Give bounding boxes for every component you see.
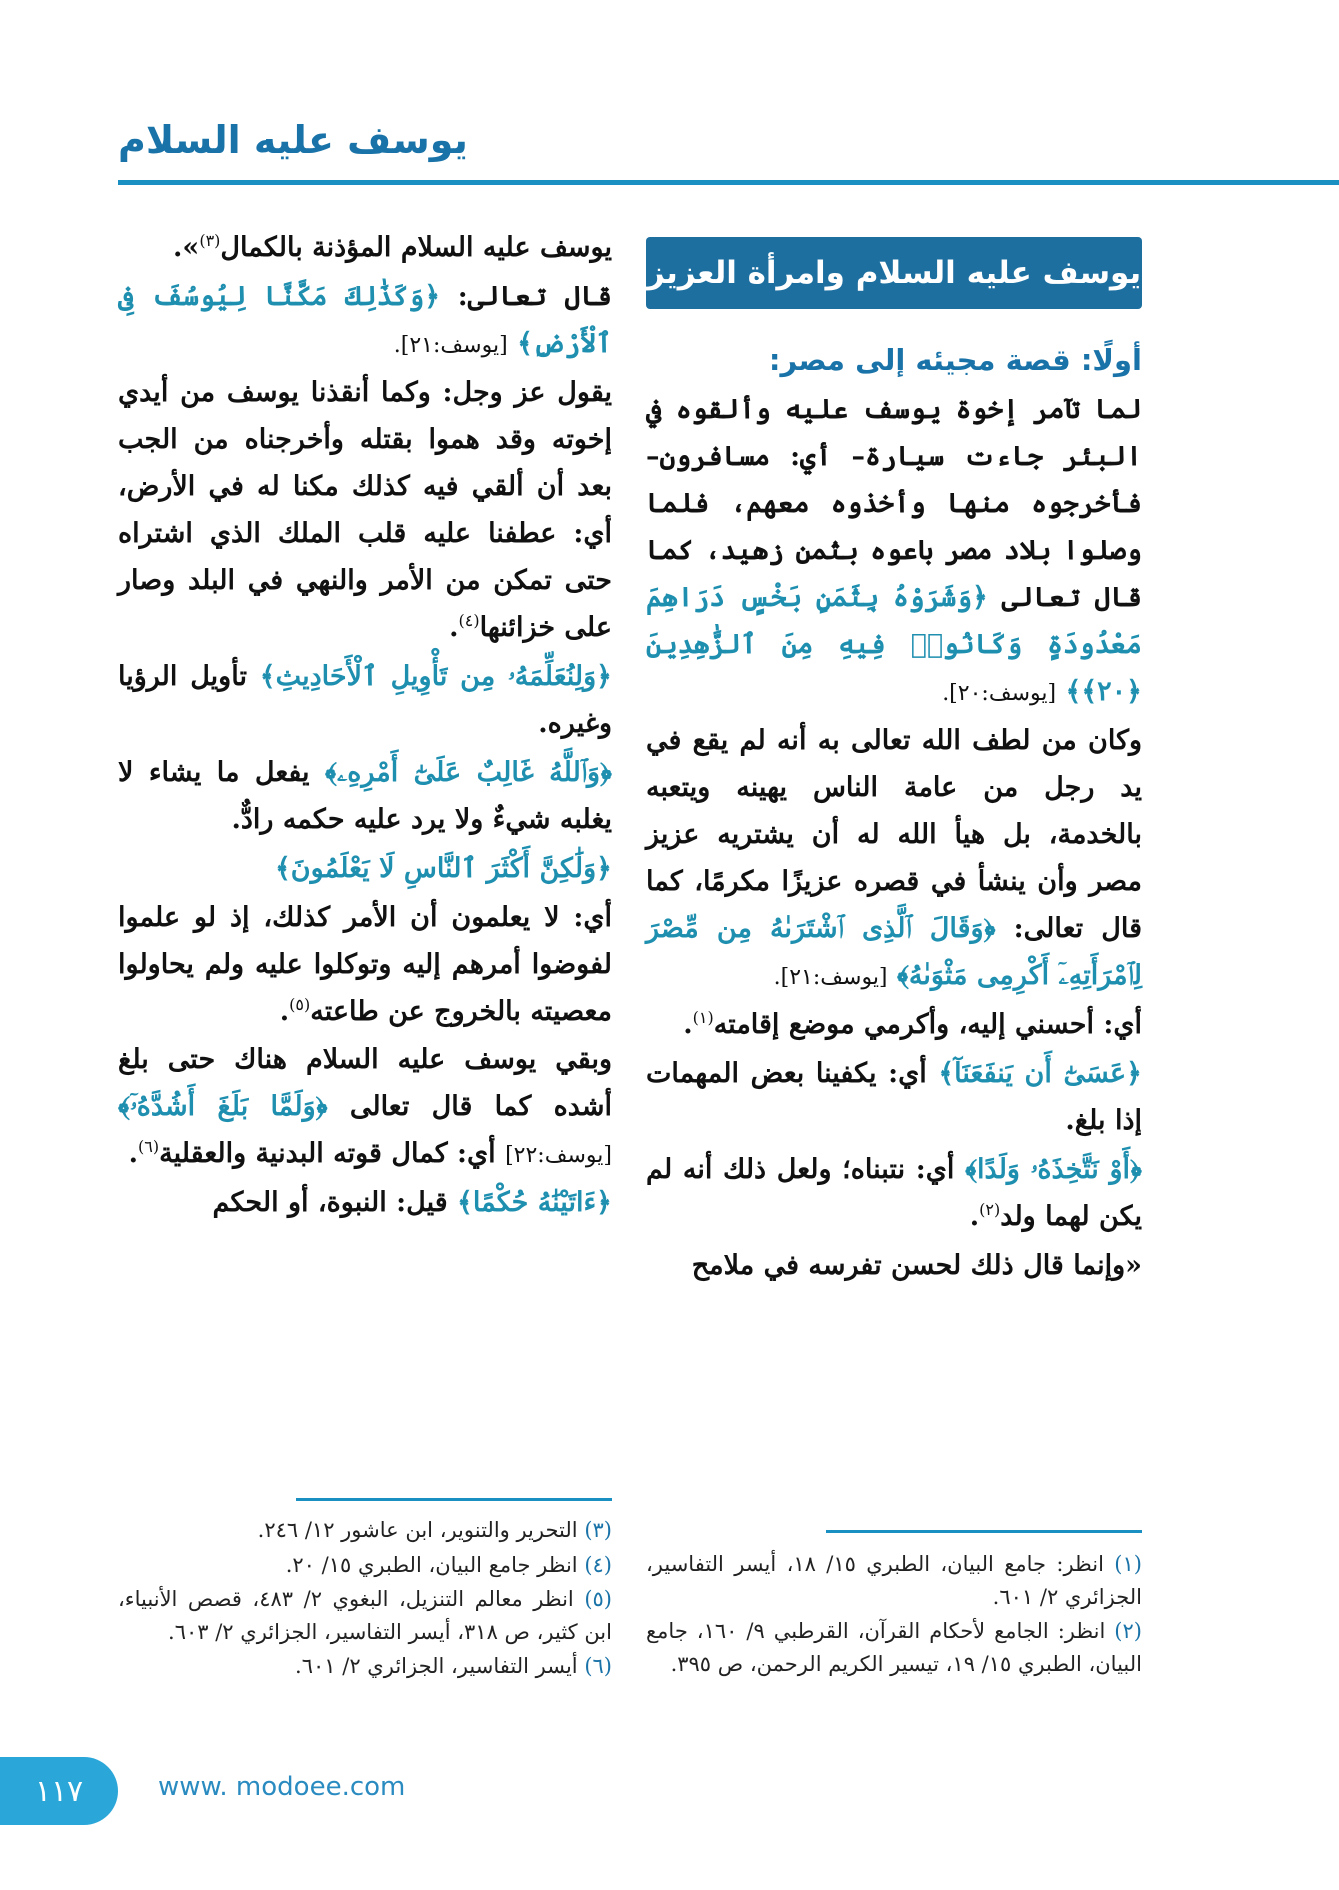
paragraph-text: أي: نتبناه؛ ولعل ذلك أنه لم يكن لهما ولد [646,1153,1142,1232]
quran-verse: ﴿وَكَذَٰلِكَ مَكَّنَّا لِيُوسُفَ فِى ٱلْأَرْضِ﴾ [118,280,612,359]
footnote-text: انظر جامع البيان، الطبري ١٥/ ٢٠. [285,1552,578,1577]
paragraph-text: قيل: النبوة، أو الحكم [212,1187,458,1219]
footnotes-left [118,1514,612,1685]
footnote-marker: (٣) [199,231,221,250]
footnote-text: التحرير والتنوير، ابن عاشور ١٢/ ٢٤٦. [257,1518,578,1542]
header-rule [118,180,1339,185]
footnote-number: (٢) [1114,1619,1142,1644]
paragraph-text: أي: كمال قوته البدنية والعقلية [159,1138,506,1170]
paragraph [646,1243,1142,1290]
section-title-box: يوسف عليه السلام وامرأة العزيز [646,237,1142,309]
running-header-title: يوسف عليه السلام [118,118,468,162]
paragraph [646,387,1142,716]
paragraph-text: أي: يكفينا بعض المهمات إذا بلغ. [646,1058,1142,1136]
punctuation: ». [173,232,200,263]
footnote [118,1514,612,1547]
paragraph [118,895,612,1036]
punctuation: . [128,1138,139,1170]
paragraph: أي: أحسني إليه، وأكرمي موضع إقامته$^{(١)}$. [683,1008,1142,1041]
footnote [118,1583,612,1648]
verse-reference: [يوسف:٢٢] [505,1143,612,1169]
verse-reference: [يوسف:٢١]. [773,965,888,991]
footnote-marker: (٥) [289,994,311,1014]
footnote-number: (٣) [584,1518,612,1542]
paragraph [118,1180,612,1227]
footnote-text: أيسر التفاسير، الجزائري ٢/ ٦٠١. [295,1654,578,1679]
website-link[interactable]: www. modoee.com [158,1772,406,1802]
paragraph-text: يفعل ما يشاء لا يغلبه شيءٌ ولا يرد عليه حكمه رادٌّ. [118,756,612,835]
punctuation: . [969,1200,980,1232]
left-column [118,225,612,1229]
footnote [646,1548,1142,1613]
paragraph [118,750,612,844]
footnote-marker: (١) [692,1008,714,1028]
footnote-text: انظر: جامع البيان، الطبري ١٥/ ١٨، أيسر التفاسير، الجزائري ٢/ ٦٠١. [646,1552,1142,1609]
quran-verse: ﴿وَلَٰكِنَّ أَكْثَرَ ٱلنَّاسِ لَا يَعْلَمُونَ﴾ [274,852,612,884]
footnote-text: انظر معالم التنزيل، البغوي ٢/ ٤٨٣، قصص الأنبياء، ابن كثير، ص ٣١٨، أيسر التفاسير، الجزائري ٢/ ٦٠٣. [118,1587,612,1644]
paragraph-text: أي: لا يعلمون أن الأمر كذلك، إذ لو علموا لفوضوا أمرهم إليه وتوكلوا عليه ولم يحاولوا معصيته بالخروج عن طاعته [118,901,612,1027]
punctuation: . [449,611,459,643]
section-subheading: أولًا: قصة مجيئه إلى مصر: [768,343,1142,377]
footnote-marker: (٦) [138,1137,160,1157]
paragraph-text: يقول عز وجل: وكما أنقذنا يوسف من أيدي إخوته وقد هموا بقتله وأخرجناه من الجب بعد أن ألقي فيه كذلك مكنا له في الأرض، أي: عطفنا عليه قلب الملك الذي اشتراه حتى تمكن من الأمر والنهي في البلد وصار على خزائنها [118,376,612,643]
quran-verse: ﴿ءَاتَيْنَٰهُ حُكْمًا﴾ [457,1187,612,1219]
paragraph [646,1051,1142,1145]
paragraph [118,654,612,748]
paragraph-text: لما تآمر إخوة يوسف عليه وألقوه في البئر جاءت سيارة– أي: مسافرون– فأخرجوه منها وأخذوه معهم، فلما وصلوا بلاد مصر باعوه بثمن زهيد، كما قال تعالى [646,394,1142,614]
page-number: ١١٧ [0,1757,118,1825]
paragraph-text: وكان من لطف الله تعالى به أنه لم يقع في يد رجل من عامة الناس يهينه ويتعبه بالخدمة، بل هيأ الله له أن يشتريه عزيز مصر وأن ينشأ في قصره عزيزًا مكرمًا، كما قال تعالى: [646,725,1143,945]
paragraph [646,718,1142,1000]
paragraph [118,1037,612,1178]
paragraph-text: وبقي يوسف عليه السلام هناك حتى بلغ أشده كما قال تعالى [118,1044,613,1123]
quran-verse: ﴿وَلِنُعَلِّمَهُۥ مِن تَأْوِيلِ ٱلْأَحَادِيثِ﴾ [259,660,613,692]
footnote-text: انظر: الجامع لأحكام القرآن، القرطبي ٩/ ١٦٠، جامع البيان، الطبري ١٥/ ١٩، تيسير الكريم الرحمن، ص ٣٩٥. [646,1619,1142,1676]
footnote-marker: (٢) [979,1199,1001,1219]
footnote-number: (٦) [584,1654,612,1679]
footnote-number: (١) [1114,1552,1142,1576]
quran-verse: ﴿عَسَىٰٓ أَن يَنفَعَنَآ﴾ [938,1058,1142,1090]
footnote [646,1615,1142,1680]
quran-verse: ﴿وَقَالَ ٱلَّذِى ٱشْتَرَىٰهُ مِن مِّصْرَ لِٱمْرَأَتِهِۦٓ أَكْرِمِى مَثْوَىٰهُ﴾ [646,913,1142,992]
verse-reference: [يوسف:٢٠]. [942,681,1057,707]
verse-reference: [يوسف:٢١]. [393,332,508,358]
paragraph [118,225,612,272]
quran-verse: ﴿أَوْ نَتَّخِذَهُۥ وَلَدًا﴾ [965,1153,1142,1185]
footnote [118,1650,612,1683]
quran-verse: ﴿وَشَرَوْهُ بِثَمَنٍ بَخْسٍ دَرَاهِمَ مَعْدُودَةٍ وَكَانُوا۟ فِيهِ مِنَ ٱلزَّٰهِدِينَ ﴿٢٠﴾﴾ [646,582,1142,708]
paragraph-text: «وإنما قال ذلك لحسن تفرسه في ملامح [691,1249,1142,1281]
right-column [646,335,1142,1292]
paragraph-text: يوسف عليه السلام المؤذنة بالكمال [220,232,612,263]
footnote [118,1549,612,1582]
footnote-marker: (٤) [458,610,480,630]
quran-verse: ﴿وَٱللَّهُ غَالِبٌ عَلَىٰٓ أَمْرِهِۦ﴾ [325,756,612,788]
paragraph [118,370,612,652]
footnote-number: (٤) [584,1552,612,1577]
paragraph [118,846,612,893]
paragraph-text: أي: أحسني إليه، وأكرمي موضع إقامته [713,1009,1142,1041]
punctuation: . [279,995,290,1027]
footnote-rule [826,1530,1142,1533]
paragraph-text: قال تعالى: [440,280,612,312]
paragraph [118,274,612,368]
footnote-number: (٥) [584,1587,612,1612]
quran-verse: ﴿وَلَمَّا بَلَغَ أَشُدَّهُۥٓ﴾ [118,1091,328,1123]
footnotes-right [646,1548,1142,1682]
footnote-rule [296,1498,612,1501]
paragraph [646,1147,1142,1241]
paragraph-text: تأويل الرؤيا وغيره. [118,660,612,739]
